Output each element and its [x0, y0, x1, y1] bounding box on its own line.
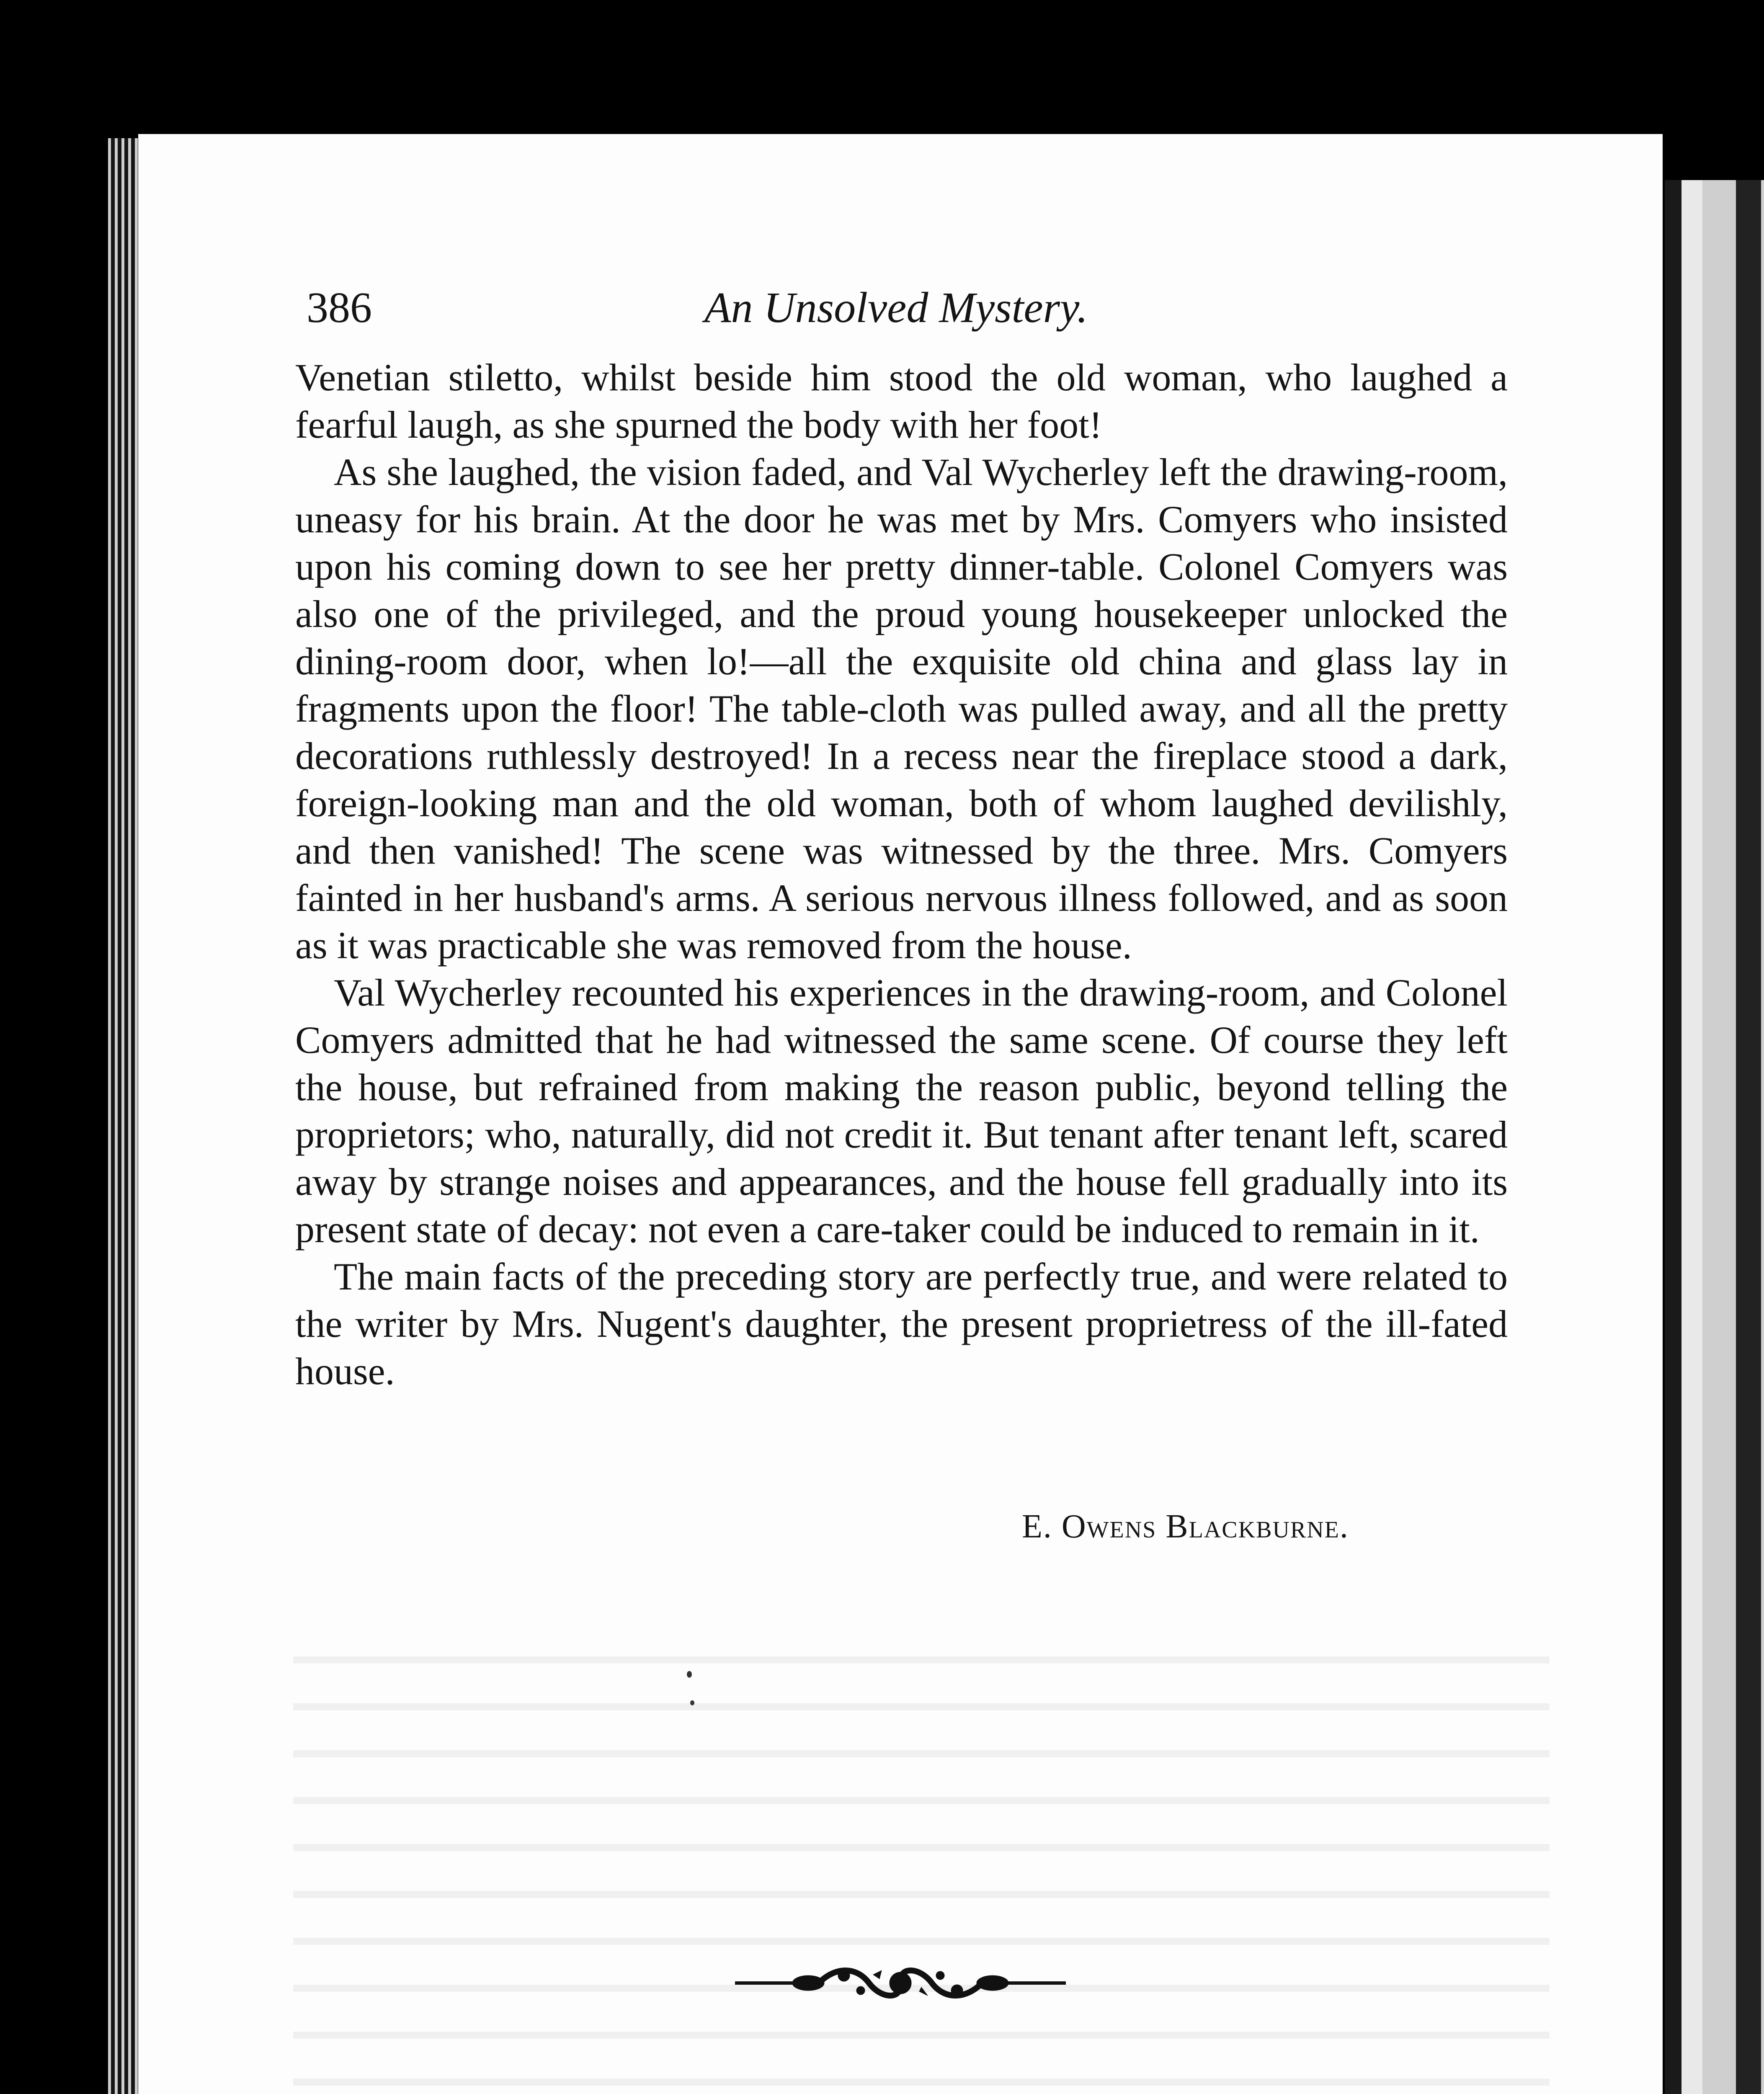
author-signature: E. Owens Blackburne. [1022, 1508, 1349, 1545]
paper-speck [687, 1671, 692, 1678]
paragraph: Venetian stiletto, whilst beside him stood the old woman, who laughed a fearful laugh, as she spurned the body with her foot! [295, 356, 1508, 446]
page-number: 386 [307, 284, 372, 332]
decorative-scroll-icon [735, 1966, 1066, 2000]
paragraph: As she laughed, the vision faded, and Val Wycherley left the drawing-room, uneasy for his brain. At the door he was met by Mrs. Comyers who insisted upon his coming down to see her pretty dinner-table. Colonel Comyers was also one of the privileged, and the proud young housekeeper unlocked the dining-room door, when lo!—all the exquisite old china and glass lay in fragments upon the floor! The table-cloth was pulled away, and all the pretty decorations ruthlessly destroyed! In a recess near the fireplace stood a dark, foreign-looking man and the old woman, both of whom laughed devilishly, and then vanished! The scene was witnessed by the three. Mrs. Comyers fainted in her husband's arms. A serious nervous illness followed, and as soon as it was practicable she was removed from the house. [295, 451, 1508, 967]
paragraph: The main facts of the preceding story are perfectly true, and were related to the writer by Mrs. Nugent's daughter, the present proprietress of the ill-fated house. [295, 1255, 1508, 1393]
page-header [307, 272, 1563, 343]
facing-page-edge [1665, 180, 1764, 2094]
gutter-shadow [1736, 180, 1761, 2094]
paper-speck [690, 1700, 694, 1705]
paragraph: Val Wycherley recounted his experiences in the drawing-room, and Colonel Comyers admitted that he had witnessed the same scene. Of course they left the house, but refrained from making the reason public, beyond telling the proprietors; who, naturally, did not credit it. But tenant after tenant left, scared away by strange noises and appearances, and the house fell gradually into its present state of decay: not even a care-taker could be induced to remain in it. [295, 971, 1508, 1251]
left-book-edge [0, 0, 126, 2094]
bleed-through-text [293, 1617, 1550, 2094]
running-title: An Unsolved Mystery. [704, 284, 1088, 332]
article-body [295, 354, 1508, 1395]
